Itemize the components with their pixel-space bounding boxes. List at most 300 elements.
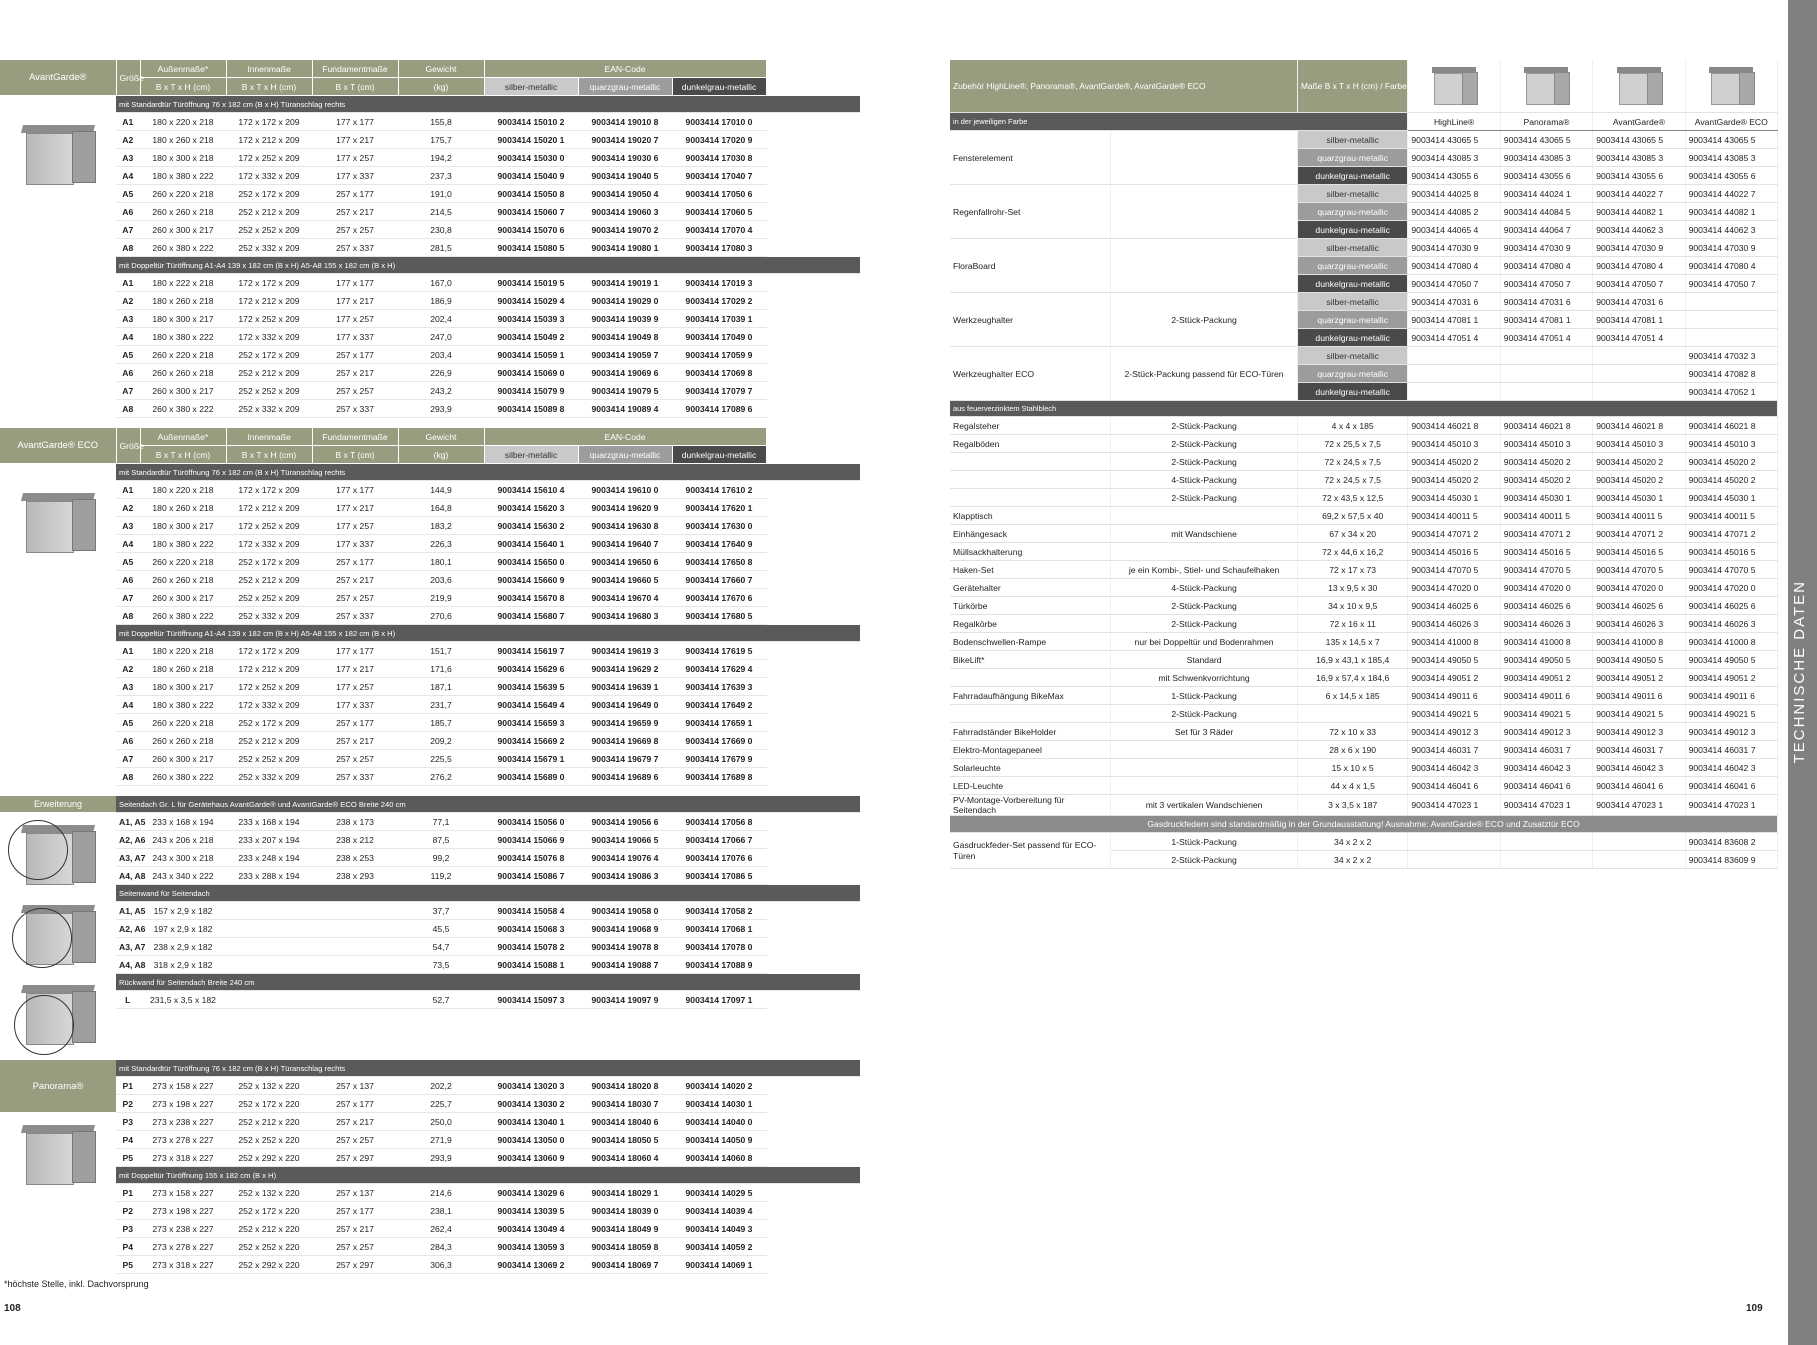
ean-code: 9003414 17610 2 [672,481,766,499]
accessory-row [950,723,1778,741]
ean-code: 9003414 45020 2 [1685,453,1777,471]
accessory-row [950,471,1778,489]
accessory-desc: 2-Stück-Packung [1111,489,1298,507]
ean-code: 9003414 15076 8 [484,849,578,867]
shed-panorama-image [18,1125,96,1185]
ean-code: 9003414 46021 8 [1408,417,1500,435]
dimension-value [226,938,312,956]
side-cell [0,221,116,239]
ean-code: 9003414 43055 6 [1685,167,1777,185]
dimension-value: 252 x 132 x 220 [226,1184,312,1202]
ean-code: 9003414 43065 5 [1408,131,1500,149]
ean-code: 9003414 13050 0 [484,1131,578,1149]
ean-code: 9003414 49012 3 [1685,723,1777,741]
size-label: A5 [116,714,140,732]
side-cell [0,660,116,678]
ean-code: 9003414 47023 1 [1593,795,1685,816]
dimension-value: 252 x 252 x 209 [226,589,312,607]
size-label: A4 [116,535,140,553]
shed-thumbnail [1615,67,1663,105]
dimension-value: 257 x 177 [312,714,398,732]
section-header [0,1167,860,1184]
section-title: mit Doppeltür Türöffnung 155 x 182 cm (B x H) [116,1167,860,1184]
ean-code: 9003414 47050 7 [1408,275,1500,293]
accessory-row [950,435,1778,453]
ean-code: 9003414 19689 6 [578,768,672,786]
dimension-value: 257 x 177 [312,553,398,571]
table-row [0,1149,860,1167]
ean-code: 9003414 44022 7 [1593,185,1685,203]
ean-code: 9003414 15058 4 [484,902,578,920]
ean-code: 9003414 17078 0 [672,938,766,956]
ean-code: 9003414 46026 3 [1685,615,1777,633]
dimension-value: 273 x 238 x 227 [140,1113,226,1131]
ean-code: 9003414 45010 3 [1593,435,1685,453]
table-row [0,346,860,364]
unit-dims: B x T x H (cm) [226,78,312,96]
dimension-value: 260 x 380 x 222 [140,239,226,257]
table-row [0,131,860,149]
accessory-row [950,777,1778,795]
size-label: A5 [116,346,140,364]
ean-code: 9003414 47080 4 [1408,257,1500,275]
ean-code: 9003414 44024 1 [1500,185,1592,203]
ean-code: 9003414 19650 6 [578,553,672,571]
dimension-value: 273 x 278 x 227 [140,1238,226,1256]
section-tab[interactable] [1788,0,1817,1345]
table-row [0,203,860,221]
ean-code: 9003414 19619 3 [578,642,672,660]
dimension-value: 252 x 332 x 209 [226,400,312,418]
dimension-value: 4 x 4 x 185 [1297,417,1407,435]
section-title: mit Doppeltür Türöffnung A1-A4 139 x 182 cm (B x H) A5-A8 155 x 182 cm (B x H) [116,625,860,642]
dimension-value: 151,7 [398,642,484,660]
thumb-side [1647,72,1663,105]
ean-code: 9003414 15670 8 [484,589,578,607]
dimension-value: 73,5 [398,956,484,974]
dimension-value: 257 x 217 [312,1220,398,1238]
color-label: silber-metallic [1297,347,1407,365]
unit-dims: B x T x H (cm) [226,446,312,464]
dimension-value: 257 x 257 [312,382,398,400]
size-label: A4 [116,328,140,346]
ean-code: 9003414 18059 8 [578,1238,672,1256]
size-label: A8 [116,768,140,786]
dimension-value: 260 x 260 x 218 [140,571,226,589]
ean-code: 9003414 18039 0 [578,1202,672,1220]
ean-code: 9003414 49051 2 [1500,669,1592,687]
ean-code: 9003414 15669 2 [484,732,578,750]
ean-code: 9003414 46025 6 [1685,597,1777,615]
dimension-value: 28 x 6 x 190 [1297,741,1407,759]
ean-code: 9003414 46041 6 [1593,777,1685,795]
table-row [0,750,860,768]
ean-code: 9003414 46026 3 [1500,615,1592,633]
side-cell [0,292,116,310]
dimension-value: 257 x 337 [312,607,398,625]
ean-code: 9003414 15039 3 [484,310,578,328]
dimension-value: 180 x 380 x 222 [140,167,226,185]
table-row [0,768,860,786]
table-row [0,274,860,292]
dimension-value: 177 x 217 [312,660,398,678]
dimension-value: 54,7 [398,938,484,956]
dimension-value: 260 x 260 x 218 [140,732,226,750]
ean-code: 9003414 15640 1 [484,535,578,553]
table-row [0,589,860,607]
ean-code: 9003414 47023 1 [1685,795,1777,816]
ean-code: 9003414 15630 2 [484,517,578,535]
ean-code: 9003414 15030 0 [484,149,578,167]
ean-code: 9003414 17030 8 [672,149,766,167]
ean-code: 9003414 19066 5 [578,831,672,849]
table-row [0,167,860,185]
size-label: P5 [116,1149,140,1167]
ean-code: 9003414 49012 3 [1500,723,1592,741]
dimension-value: 177 x 177 [312,274,398,292]
ean-code: 9003414 15066 9 [484,831,578,849]
ean-code: 9003414 15097 3 [484,991,578,1009]
size-label: A2 [116,292,140,310]
table-row [0,239,860,257]
size-label: A1, A5 [116,813,140,831]
ean-code: 9003414 49021 5 [1408,705,1500,723]
page-number-right: 109 [1746,1303,1763,1314]
side-cell [0,257,116,274]
accessory-row [950,651,1778,669]
dimension-value: 180,1 [398,553,484,571]
dimension-value: 180 x 300 x 217 [140,678,226,696]
ean-code: 9003414 18069 7 [578,1256,672,1274]
accessory-desc: 2-Stück-Packung [1111,293,1298,347]
ean-code: 9003414 40011 5 [1408,507,1500,525]
ean-code: 9003414 46021 8 [1593,417,1685,435]
masse-header: Maße B x T x H (cm) / Farbe [1297,60,1407,113]
ean-code: 9003414 45020 2 [1685,471,1777,489]
ean-code: 9003414 47070 5 [1685,561,1777,579]
ean-code: 9003414 15049 2 [484,328,578,346]
shed-side [72,831,96,883]
ean-code: 9003414 49011 6 [1500,687,1592,705]
ean-code [1408,383,1500,401]
dimension-value: 260 x 260 x 218 [140,203,226,221]
ean-code: 9003414 19640 7 [578,535,672,553]
dimension-value: 172 x 172 x 209 [226,481,312,499]
thumb-side [1554,72,1570,105]
dimension-value: 72 x 10 x 33 [1297,723,1407,741]
shed-side [72,499,96,551]
dimension-value: 202,2 [398,1077,484,1095]
dimension-value: 257 x 257 [312,1131,398,1149]
dimension-value: 119,2 [398,867,484,885]
dimension-value: 306,3 [398,1256,484,1274]
accessory-desc: 2-Stück-Packung [1111,851,1298,869]
dimension-value: 260 x 300 x 217 [140,589,226,607]
color-quarz: quarzgrau-metallic [578,78,672,96]
dimension-value: 260 x 220 x 218 [140,185,226,203]
table-row [0,867,860,885]
ean-code: 9003414 17640 9 [672,535,766,553]
ean-code: 9003414 17019 3 [672,274,766,292]
unit-dims: B x T x H (cm) [140,78,226,96]
dimension-value: 34 x 10 x 9,5 [1297,597,1407,615]
size-label: A2 [116,131,140,149]
accessory-name: Türkörbe [950,597,1111,615]
size-label: A3 [116,517,140,535]
side-cell [0,328,116,346]
ean-code: 9003414 45016 5 [1593,543,1685,561]
table-row [0,400,860,418]
dimension-value: 34 x 2 x 2 [1297,851,1407,869]
ean-code: 9003414 15080 5 [484,239,578,257]
fund-header: Fundamentmaße [312,428,398,446]
ean-code: 9003414 19070 2 [578,221,672,239]
dimension-value: 252 x 172 x 220 [226,1202,312,1220]
ean-code: 9003414 44062 3 [1685,221,1777,239]
dimension-value: 197 x 2,9 x 182 [140,920,226,938]
ean-code: 9003414 19660 5 [578,571,672,589]
size-label: A3 [116,678,140,696]
dimension-value: 72 x 24,5 x 7,5 [1297,471,1407,489]
side-cell [0,364,116,382]
accessory-desc [1111,131,1298,185]
ean-code: 9003414 45020 2 [1500,471,1592,489]
ean-code: 9003414 15650 0 [484,553,578,571]
ean-code: 9003414 15619 7 [484,642,578,660]
ean-code: 9003414 17679 9 [672,750,766,768]
color-label: dunkelgrau-metallic [1297,221,1407,239]
dimension-value: 233 x 168 x 194 [140,813,226,831]
color-dunkel: dunkelgrau-metallic [672,446,766,464]
ean-code: 9003414 49011 6 [1685,687,1777,705]
gewicht-header: Gewicht [398,428,484,446]
accessory-row [950,597,1778,615]
side-cell [0,1256,116,1274]
ean-code: 9003414 19040 5 [578,167,672,185]
side-cell [0,678,116,696]
dimension-value: 77,1 [398,813,484,831]
ean-code: 9003414 17039 1 [672,310,766,328]
thumb-side [1739,72,1755,105]
ean-code: 9003414 17040 7 [672,167,766,185]
ean-code: 9003414 17029 2 [672,292,766,310]
ean-code: 9003414 15050 8 [484,185,578,203]
ean-code: 9003414 44065 4 [1408,221,1500,239]
dimension-value: 273 x 318 x 227 [140,1149,226,1167]
ean-code: 9003414 46021 8 [1685,417,1777,435]
accessory-row [950,615,1778,633]
table-row [0,1113,860,1131]
dimension-value: 318 x 2,9 x 182 [140,956,226,974]
ean-code: 9003414 19058 0 [578,902,672,920]
side-cell [0,400,116,418]
ean-code: 9003414 83609 9 [1685,851,1777,869]
dimension-value: 202,4 [398,310,484,328]
thumb-front [1434,73,1464,105]
thumb-front [1526,73,1556,105]
section-title: mit Doppeltür Türöffnung A1-A4 139 x 182 cm (B x H) A5-A8 155 x 182 cm (B x H) [116,257,860,274]
accessory-desc: 4-Stück-Packung [1111,471,1298,489]
shed-side [72,991,96,1043]
dimension-value: 257 x 257 [312,750,398,768]
table-row [0,696,860,714]
ean-code: 9003414 47030 9 [1593,239,1685,257]
dimension-value: 187,1 [398,678,484,696]
dimension-value: 257 x 297 [312,1256,398,1274]
size-label: A1 [116,642,140,660]
size-header: Größe [116,60,140,96]
ean-code: 9003414 15086 7 [484,867,578,885]
dimension-value: 172 x 332 x 209 [226,328,312,346]
side-cell [0,732,116,750]
ean-code [1408,347,1500,365]
thumb-front [1711,73,1741,105]
ean-code: 9003414 49021 5 [1500,705,1592,723]
ean-code [1685,329,1777,347]
product-thumb-cell [1500,60,1592,113]
ean-code: 9003414 47020 0 [1685,579,1777,597]
steel-title: aus feuerverzinktem Stahlblech [950,401,1778,417]
dimension-value: 52,7 [398,991,484,1009]
dimension-value: 233 x 207 x 194 [226,831,312,849]
ean-code: 9003414 43055 6 [1500,167,1592,185]
size-label: A7 [116,589,140,607]
accessory-name: Fensterelement [950,131,1111,185]
dimension-value: 155,8 [398,113,484,131]
dimension-value: 180 x 380 x 222 [140,535,226,553]
dimension-value: 257 x 137 [312,1184,398,1202]
ean-code: 9003414 19010 8 [578,113,672,131]
table-header [0,60,860,78]
table-row [0,938,860,956]
dimension-value: 252 x 252 x 220 [226,1131,312,1149]
dimension-value: 180 x 300 x 218 [140,149,226,167]
section-header [0,885,860,902]
accessory-name: Bodenschwellen-Rampe [950,633,1111,651]
dimension-value: 144,9 [398,481,484,499]
size-label: P5 [116,1256,140,1274]
side-cell [0,310,116,328]
product-thumb-cell [1685,60,1777,113]
dimension-value: 177 x 337 [312,167,398,185]
ean-code: 9003414 47023 1 [1500,795,1592,816]
ean-code: 9003414 19079 5 [578,382,672,400]
size-label: A1 [116,481,140,499]
ean-code: 9003414 13040 1 [484,1113,578,1131]
dimension-value: 257 x 297 [312,1149,398,1167]
table-row [0,149,860,167]
color-silber: silber-metallic [484,446,578,464]
dimension-value: 177 x 337 [312,696,398,714]
side-cell [0,768,116,786]
dimension-value: 191,0 [398,185,484,203]
size-label: A2, A6 [116,920,140,938]
dimension-value: 293,9 [398,400,484,418]
ean-code: 9003414 19088 7 [578,956,672,974]
ean-code: 9003414 13069 2 [484,1256,578,1274]
dimension-value: 72 x 17 x 73 [1297,561,1407,579]
dimension-value: 177 x 257 [312,678,398,696]
accessory-desc [1111,507,1298,525]
dimension-value: 238 x 2,9 x 182 [140,938,226,956]
side-cell [0,346,116,364]
shed-thumbnail [1430,67,1478,105]
table-row [0,714,860,732]
ean-code [1408,365,1500,383]
accessory-name: Regalkörbe [950,615,1111,633]
dimension-value: 252 x 252 x 209 [226,750,312,768]
ean-code: 9003414 17620 1 [672,499,766,517]
dimension-value: 16,9 x 43,1 x 185,4 [1297,651,1407,669]
ean-code: 9003414 19097 9 [578,991,672,1009]
empty-cell [1500,851,1592,869]
ean-code: 9003414 47030 9 [1408,239,1500,257]
dimension-value: 6 x 14,5 x 185 [1297,687,1407,705]
ean-code: 9003414 49051 2 [1408,669,1500,687]
dimension-value: 247,0 [398,328,484,346]
ean-code: 9003414 44084 5 [1500,203,1592,221]
accessory-row [950,417,1778,435]
ean-code: 9003414 43055 6 [1593,167,1685,185]
dimension-value: 69,2 x 57,5 x 40 [1297,507,1407,525]
dimension-value: 214,6 [398,1184,484,1202]
dimension-value: 44 x 4 x 1,5 [1297,777,1407,795]
dimension-value: 276,2 [398,768,484,786]
ean-table [0,1060,861,1274]
dimension-value: 257 x 217 [312,203,398,221]
dimension-value: 257 x 337 [312,400,398,418]
footnote: *höchste Stelle, inkl. Dachvorsprung [4,1279,149,1289]
dimension-value: 257 x 257 [312,221,398,239]
shed-side [72,131,96,183]
size-label: A6 [116,203,140,221]
dimension-value: 252 x 212 x 209 [226,203,312,221]
side-cell [0,1202,116,1220]
ean-code: 9003414 44025 8 [1408,185,1500,203]
table-row [0,517,860,535]
ean-code: 9003414 47023 1 [1408,795,1500,816]
dimension-value [226,920,312,938]
dimension-value: 252 x 332 x 209 [226,239,312,257]
ean-code: 9003414 17076 6 [672,849,766,867]
ean-code: 9003414 41000 8 [1685,633,1777,651]
dimension-value: 238,1 [398,1202,484,1220]
table-row [0,481,860,499]
section-tab-label: TECHNISCHE DATEN [1791,580,1808,764]
color-label: dunkelgrau-metallic [1297,167,1407,185]
side-cell [0,571,116,589]
dimension-value: 260 x 380 x 222 [140,768,226,786]
dimension-value: 260 x 300 x 217 [140,221,226,239]
gas-note: Gasdruckfedern sind standardmäßig in der Grundausstattung! Ausnahme: AvantGarde® ECO und Zusatztür ECO [950,816,1778,833]
ean-code: 9003414 18020 8 [578,1077,672,1095]
ean-code: 9003414 47031 6 [1593,293,1685,311]
size-label: P2 [116,1095,140,1113]
dimension-value: 237,3 [398,167,484,185]
side-cell [0,589,116,607]
ean-code: 9003414 14039 4 [672,1202,766,1220]
ean-code: 9003414 15029 4 [484,292,578,310]
section-header [0,96,860,113]
ean-code: 9003414 49021 5 [1593,705,1685,723]
ean-code: 9003414 17630 0 [672,517,766,535]
ean-code: 9003414 49050 5 [1408,651,1500,669]
ean-code: 9003414 15078 2 [484,938,578,956]
ean-code: 9003414 46041 6 [1408,777,1500,795]
ean-code: 9003414 17060 5 [672,203,766,221]
empty-cell [1408,851,1500,869]
sub-header [950,113,1778,131]
